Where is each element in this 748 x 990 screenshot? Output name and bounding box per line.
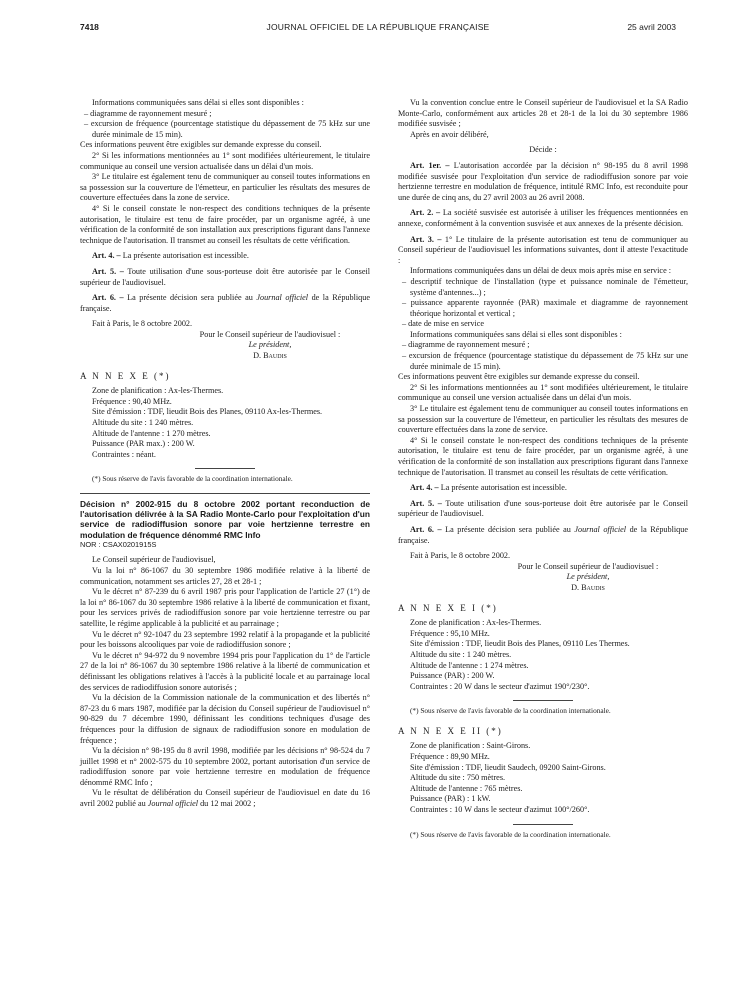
article-6: Art. 6. – La présente décision sera publiée au Journal officiel de la République française.	[398, 524, 688, 545]
paragraph: Informations communiquées sans délai si elles sont disponibles :	[92, 98, 304, 107]
article-1: Art. 1er. – L'autorisation accordée par la décision n° 98-195 du 8 avril 1998 modifiée susvisée pour l'exploitation d'un service de radiodiffusion sonore par voie hertzienne terrestre en modulation de fréquence, intitulé RMC Info, est reconduite pour une durée de cinq ans, du 27 avril 2003 au 26 avril 2008.	[398, 160, 688, 202]
page-number: 7418	[80, 22, 99, 32]
article-4: Art. 4. – La présente autorisation est incessible.	[410, 483, 567, 493]
paragraph: Informations communiquées sans délai si elles sont disponibles :	[410, 329, 622, 339]
paragraph: 2° Si les informations mentionnées au 1° sont modifiées ultérieurement, le titulaire communique au conseil une version actualisée dans un délai d'un mois.	[80, 150, 370, 171]
annex-line: Contraintes : néant.	[92, 449, 156, 459]
annex-line: Altitude du site : 1 240 mètres.	[92, 418, 194, 428]
paragraph: 2° Si les informations mentionnées au 1° sont modifiées ultérieurement, le titulaire communique au conseil une version actualisée dans un délai d'un mois.	[398, 382, 688, 403]
paragraph: Vu le décret n° 87-239 du 6 avril 1987 pris pour l'application de l'article 27 (1°) de la loi n° 86-1067 du 30 septembre 1986 relative à la liberté de communication et fixant, pour les services privés de radiodiffusion sonore par voie hertzienne terrestre ou par satellite, le régime applicable à la publicité et au parrainage ;	[80, 587, 370, 628]
nor-reference: NOR : CSAX0201915S	[80, 539, 157, 549]
article-6: Art. 6. – La présente décision sera publiée au Journal officiel de la République française.	[80, 293, 370, 313]
article-5: Art. 5. – Toute utilisation d'une sous-porteuse doit être autorisée par le Conseil supérieur de l'audiovisuel.	[398, 498, 688, 519]
annex-line: Contraintes : 10 W dans le secteur d'azimut 100°/260°.	[410, 805, 590, 815]
annex-line: Altitude de l'antenne : 1 274 mètres.	[410, 660, 529, 670]
paragraph: Informations communiquées dans un délai de deux mois après mise en service :	[410, 266, 672, 276]
article-4: Art. 4. – La présente autorisation est incessible.	[92, 251, 249, 261]
annex-line: Puissance (PAR) : 200 W.	[410, 671, 495, 681]
paragraph: Après en avoir délibéré,	[410, 129, 489, 139]
paragraph: Ces informations peuvent être exigibles sur demande expresse du conseil.	[398, 372, 640, 382]
annex-1-title: A N N E X E I (*)	[398, 602, 498, 613]
annex-line: Site d'émission : TDF, lieudit Bois des Planes, 09110 Les Thermes.	[410, 639, 630, 649]
annex-line: Zone de planification : Ax-les-Thermes.	[410, 618, 542, 628]
decide-heading: Décide :	[529, 145, 557, 155]
issue-date: 25 avril 2003	[627, 22, 676, 32]
paragraph: Vu la loi n° 86-1067 du 30 septembre 1986 modifiée relative à la liberté de communication, notamment ses articles 27, 28 et 28-1 ;	[80, 566, 370, 586]
paragraph: 3° Le titulaire est également tenu de communiquer au conseil toutes informations en sa possession sur la couverture de l'émetteur, en particulier les résultats des mesures de couverture effectuées dans la zone de service.	[398, 404, 688, 435]
paragraph: Vu le décret n° 92-1047 du 23 septembre 1992 relatif à la propagande et la publicité pour les boissons alcooliques par voie de radiodiffusion sonore ;	[80, 629, 370, 650]
page-header	[80, 22, 676, 34]
decision-title: Décision n° 2002-915 du 8 octobre 2002 portant reconduction de l'autorisation délivrée à la SA Radio Monte-Carlo pour l'exploitation d'un service de radiodiffusion sonore par voie hertzienne terrestre en modulation de fréquence dénommé RMC Info	[80, 499, 370, 540]
left-column	[80, 98, 370, 810]
signature-title: Le président,	[566, 572, 610, 582]
article-2: Art. 2. – La société susvisée est autorisée à utiliser les fréquences mentionnées en annexe, conformément à la convention susvisée et aux annexes de la présente décision.	[398, 208, 688, 228]
paragraph: 4° Si le conseil constate le non-respect des conditions techniques de la présente autorisation, le titulaire est tenu de faire procéder, par un organisme agréé, à une vérification de la conformité de son installation aux prescriptions figurant dans l'annexe technique de l'autorisation. Il transmet au conseil les résultats de cette vérification.	[398, 435, 688, 477]
list-item: – date de mise en service	[402, 319, 485, 329]
list-item: – excursion de fréquence (pourcentage statistique du dépassement de 75 kHz sur une durée minimale de 15 min).	[402, 351, 688, 371]
paragraph: Vu le résultat de délibération du Conseil supérieur de l'audiovisuel en date du 16 avril 2002 publié au Journal officiel du 12 mai 2002 ;	[80, 788, 370, 809]
annex-line: Fréquence : 95,10 MHz.	[410, 628, 490, 638]
article-5: Art. 5. – Toute utilisation d'une sous-porteuse doit être autorisée par le Conseil supérieur de l'audiovisuel.	[80, 266, 370, 287]
paragraph: Le Conseil supérieur de l'audiovisuel,	[92, 555, 216, 565]
annex-footnote: (*) Sous réserve de l'avis favorable de la coordination internationale.	[410, 829, 611, 839]
annex-footnote: (*) Sous réserve de l'avis favorable de la coordination internationale.	[410, 706, 611, 716]
paragraph: 3° Le titulaire est également tenu de communiquer au conseil toutes informations en sa possession sur la couverture de l'émetteur, en particulier les résultats des mesures de couverture effectuées dans la zone de service.	[80, 172, 370, 203]
divider	[195, 468, 255, 469]
paragraph: Vu le décret n° 94-972 du 9 novembre 1994 pris pour l'application du 1° de l'article 27 de la loi n° 86-1067 du 30 septembre 1986 relative à la liberté de communication et définissant les obligations relatives à l'accès à la publicité locale et au parrainage local des services de radiodiffusion sonore autorisés ;	[80, 650, 370, 692]
list-item: – diagramme de rayonnement mesuré ;	[84, 108, 212, 118]
paragraph: 4° Si le conseil constate le non-respect des conditions techniques de la présente autorisation, le titulaire est tenu de faire procéder, par un organisme agréé, à une vérification de la conformité de son installation aux prescriptions figurant dans l'annexe technique de l'autorisation. Il transmet au conseil les résultats de cette vérification.	[80, 203, 370, 245]
signature-title: Le président,	[248, 340, 292, 350]
signature-place-date: Fait à Paris, le 8 octobre 2002.	[410, 551, 511, 561]
journal-title: JOURNAL OFFICIEL DE LA RÉPUBLIQUE FRANÇAISE	[266, 22, 490, 32]
annex-line: Altitude de l'antenne : 1 270 mètres.	[92, 428, 211, 438]
annex-line: Zone de planification : Ax-les-Thermes.	[92, 386, 224, 396]
annex-title: A N N E X E (*)	[80, 370, 171, 381]
signature-authority: Pour le Conseil supérieur de l'audiovisuel :	[199, 329, 341, 339]
annex-line: Fréquence : 89,90 MHz.	[410, 752, 490, 762]
annex-line: Contraintes : 20 W dans le secteur d'azimut 190°/230°.	[410, 681, 590, 691]
paragraph: Vu la décision n° 98-195 du 8 avril 1998, modifiée par les décisions n° 98-524 du 7 juillet 1998 et n° 2002-575 du 10 septembre 2002, portant autorisation d'un service de radiodiffusion sonore par voie hertzienne terrestre en modulation de fréquence dénommé RMC Info ;	[80, 746, 370, 787]
paragraph: Vu la décision de la Commission nationale de la communication et des libertés n° 87-23 du 6 mars 1987, modifiée par la décision du Conseil supérieur de l'audiovisuel n° 90-829 du 7 décembre 1990, définissant les conditions techniques d'usage des fréquences pour la diffusion de signaux de radiodiffusion sonore en modulation de fréquence ;	[80, 693, 370, 745]
annex-2-title: A N N E X E II (*)	[398, 725, 503, 736]
annex-line: Altitude du site : 1 240 mètres.	[410, 649, 512, 659]
list-item: – puissance apparente rayonnée (PAR) maximale et diagramme de rayonnement théorique horizontal et vertical ;	[402, 298, 688, 318]
annex-line: Zone de planification : Saint-Girons.	[410, 741, 531, 751]
annex-line: Site d'émission : TDF, lieudit Saudech, 09200 Saint-Girons.	[410, 762, 606, 772]
annex-footnote: (*) Sous réserve de l'avis favorable de la coordination internationale.	[92, 474, 293, 484]
annex-line: Puissance (PAR) : 1 kW.	[410, 794, 491, 804]
list-item: – excursion de fréquence (pourcentage statistique du dépassement de 75 kHz sur une durée minimale de 15 min).	[84, 119, 370, 139]
signature-name: D. Baudis	[253, 351, 287, 361]
list-item: – diagramme de rayonnement mesuré ;	[402, 340, 530, 350]
article-3: Art. 3. – 1° Le titulaire de la présente autorisation est tenu de communiquer au Conseil supérieur de l'audiovisuel les informations suivantes, dont il atteste l'exactitude :	[398, 234, 688, 265]
annex-line: Site d'émission : TDF, lieudit Bois des Planes, 09110 Ax-les-Thermes.	[92, 407, 323, 417]
annex-line: Altitude du site : 750 mètres.	[410, 773, 506, 783]
signature-name: D. Baudis	[571, 582, 605, 592]
paragraph: Vu la convention conclue entre le Conseil supérieur de l'audiovisuel et la SA Radio Monte-Carlo, conformément aux articles 28 et 28-1 de la loi du 30 septembre 1986 modifiée susvisée ;	[398, 98, 688, 129]
annex-line: Altitude de l'antenne : 765 mètres.	[410, 783, 523, 793]
signature-place-date: Fait à Paris, le 8 octobre 2002.	[92, 319, 193, 329]
right-column	[398, 98, 688, 840]
annex-line: Fréquence : 90,40 MHz.	[92, 396, 172, 406]
divider	[513, 824, 573, 825]
divider	[513, 700, 573, 701]
divider	[80, 493, 370, 494]
signature-authority: Pour le Conseil supérieur de l'audiovisuel :	[517, 561, 659, 571]
paragraph: Ces informations peuvent être exigibles sur demande expresse du conseil.	[80, 140, 322, 150]
list-item: – descriptif technique de l'installation (type et puissance nominale de l'émetteur, système d'antennes...) ;	[402, 276, 688, 297]
annex-line: Puissance (PAR max.) : 200 W.	[92, 439, 195, 449]
